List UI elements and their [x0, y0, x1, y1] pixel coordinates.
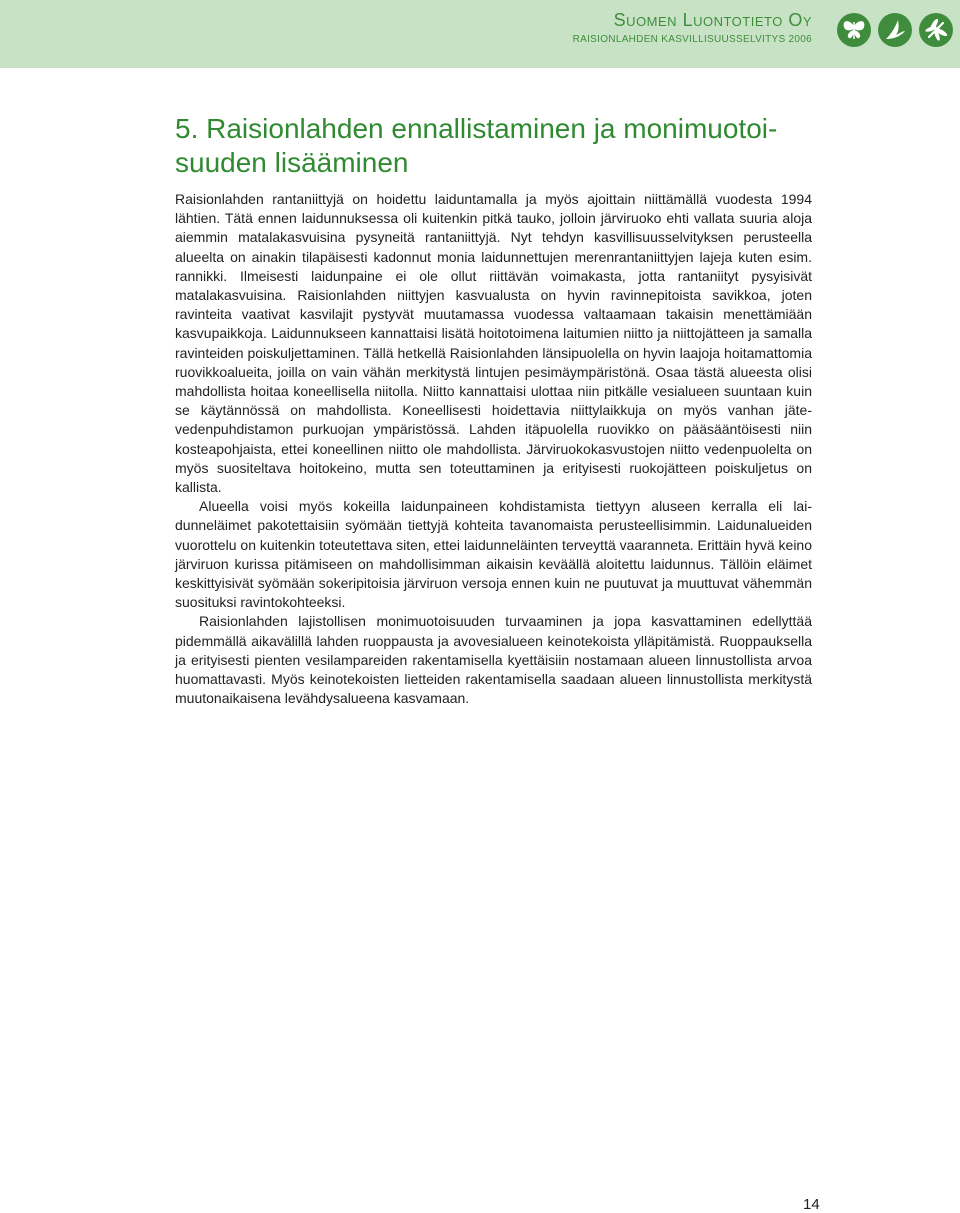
- page-number: 14: [803, 1196, 820, 1213]
- section-title: [175, 112, 815, 180]
- paragraph-3: Raisionlahden lajistollisen monimuotoisuuden turvaaminen ja jopa kasvattaminen edellyttää pidemmällä aikavälillä lahden ruoppausta ja avovesialueen keinotekoista ylläpitämistä. Ruoppauksella ja erityisesti pienten vesilampareiden rakentamisella kyettäisiin nostamaan alueen linnustollista arvoa huomattavasti. Myös keinotekoisten lietteiden rakentamisella saadaan alueen linnustollista merkitystä muutonaikaisena levähdysalueena kasvamaan.: [175, 613, 812, 707]
- title-line-1: 5. Raisionlahden ennallistaminen ja monimuotoi-: [175, 113, 778, 144]
- report-title: RAISIONLAHDEN KASVILLISUUSSELVITYS 2006: [572, 34, 812, 45]
- company-name: Suomen Luontotieto Oy: [613, 10, 812, 30]
- header-band: [0, 0, 960, 68]
- paragraph-1: Raisionlahden rantaniittyjä on hoidettu laiduntamalla ja myös ajoittain niittämällä vuodesta 1994 lähtien. Tätä ennen laidunnuksessa oli kuitenkin pitkä tauko, jolloin järviruoko ehti vallata suuria aloja aiemmin matalakasvuisina pysyneitä rantaniittyjä. Nyt tehdyn kasvillisuusselvityksen perusteella alueelta on ainakin tilapäisesti kadonnut monia laidunnettujen merenrantaniittyjen lajeja kuten esim. rannikki. Ilmeisesti laidunpaine ei ole ollut riittävän voimakasta, jotta rantaniityt pysyisivät matalakasvuisina. Raisionlahden niittyjen kasvualusta on hyvin ravinnepitoista savikkoa, joten ravinteita vaativat kasvilajit pystyvät muutamassa vuodessa valtaamaan takaisin menettämiään kasvupaikkoja. Laidunnukseen kannattaisi lisätä hoitotoimena laitumien niitto ja niittojätteen ja samalla ravinteiden poiskuljettaminen. Tällä hetkellä Raisionlahden länsipuolella on hyvin laajoja hoitamattomia ruovikkoalueita, joilla on vain vähän merkitystä lintujen pesimäympäristönä. Osaa tästä alueesta olisi mahdollista hoitaa koneellisella niitolla. Niitto kannattaisi ulottaa niin pitkälle vesialueen suuntaan kuin se käytännössä on mahdollista. Koneellisesti hoidettavia niittylaikkuja on myös vanhan jätevedenpuhdistamon purkuojan ympäristössä. Lahden itäpuolella ruovikko on pääsääntöisesti niin kosteapohjaista, ettei koneellinen niitto ole mahdollista. Järviruokokasvustojen niitto vedenpuolelta on myös suositeltava hoitokeino, mutta sen toteuttaminen ja erityisesti ruokojätteen poiskuljetus on kallista.: [175, 191, 812, 496]
- logo-icons: [836, 12, 954, 48]
- bird-icon: [877, 12, 913, 48]
- body-text: [175, 190, 812, 708]
- dragonfly-icon: [918, 12, 954, 48]
- title-line-2: suuden lisääminen: [175, 147, 409, 178]
- butterfly-icon: [836, 12, 872, 48]
- paragraph-2: Alueella voisi myös kokeilla laidunpaineen kohdistamista tiettyyn aluseen kerralla eli laidunneläimet pakotettaisiin syömään tiettyjä kohteita tavanomaista perusteellisimmin. Laidunalueiden vuorottelu on kuitenkin toteutettava siten, ettei laidunneläinten terveyttä vaaranneta. Erittäin hyvä keino järviruon kurissa pitämiseen on mahdollisimman aikaisin keväällä aloitettu laidunnus. Tällöin eläimet keskittyisivät syömään sokeripitoisia järviruon versoja ennen kuin ne puutuvat ja muuttuvat vähemmän suosituksi ravintokohteeksi.: [175, 498, 812, 611]
